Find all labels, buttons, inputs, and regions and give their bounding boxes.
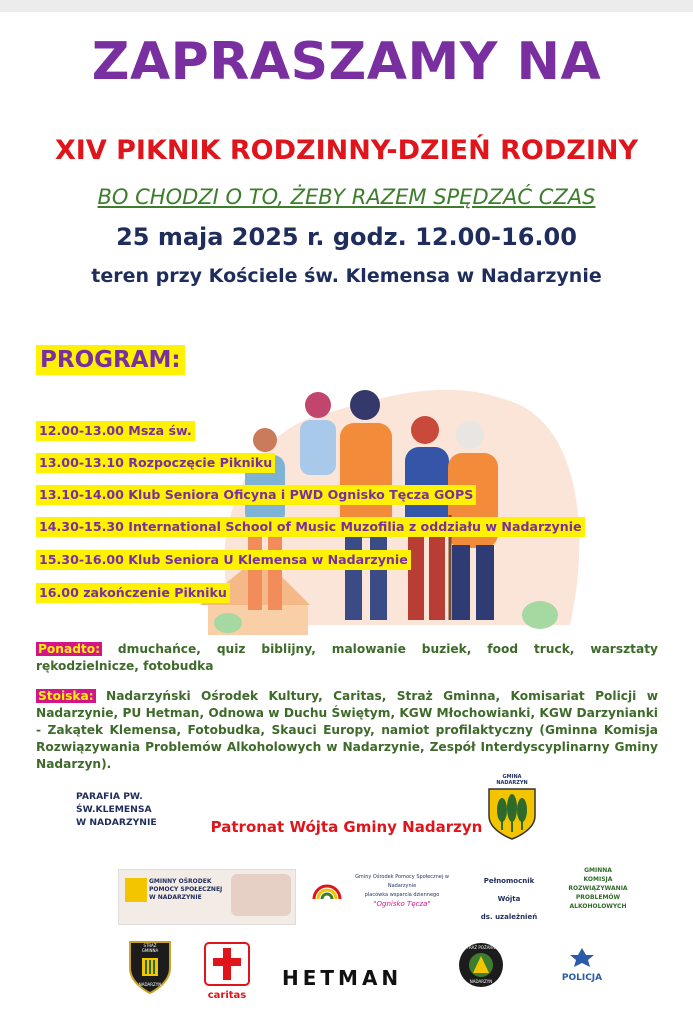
plenipotentiary-line: Wójta <box>497 895 521 903</box>
crest-icon <box>486 786 538 841</box>
plenipotentiary-line: Pełnomocnik <box>483 877 535 885</box>
commission-line: ROZWIĄZYWANIA <box>568 885 628 892</box>
gops-logo-line: GMINNY OŚRODEK <box>149 878 212 885</box>
gops-logo <box>118 869 296 925</box>
straz-pozarna-line: NADARZYN <box>469 979 493 984</box>
straz-pozarna-logo <box>456 938 506 996</box>
event-place: teren przy Kościele św. Klemensa w Nadarzynie <box>91 265 602 287</box>
caritas-label: caritas <box>207 990 247 1001</box>
top-strip <box>0 0 693 12</box>
commission-line: ALKOHOLOWYCH <box>569 903 627 910</box>
hetman-logo: HETMAN <box>282 966 403 990</box>
ognisko-line: Gminy Ośrodek Pomocy Społecznej w Nadarzynie <box>355 874 449 889</box>
gops-logo-line: W NADARZYNIE <box>149 894 202 901</box>
ognisko-tecza-logo <box>310 869 460 923</box>
event-title: XIV PIKNIK RODZINNY-DZIEŃ RODZINY <box>54 135 639 166</box>
parish-line: ŚW.KLEMENSA <box>76 804 152 815</box>
hands-photo <box>231 874 291 916</box>
parish-line: W NADARZYNIE <box>76 817 157 828</box>
straz-gminna-line: GMINNA <box>141 948 159 953</box>
stands-paragraph <box>36 688 658 773</box>
plenipotentiary-text <box>474 872 544 926</box>
commission-line: KOMISJA <box>583 876 613 883</box>
policja-logo <box>556 946 608 986</box>
ognisko-name: "Ognisko Tęcza" <box>373 900 431 908</box>
parish-line: PARAFIA PW. <box>76 791 143 802</box>
stands-text: Nadarzyński Ośrodek Kultury, Caritas, Straż Gminna, Komisariat Policji w Nadarzynie, PU Hetman, Odnowa w Duchu Świętym, KGW Młochowianki, KGW Darzynianki - Zakątek Klemensa, Fotobudka, Skauci Europy, namiot profilaktyczny (Gminna Komisja Rozwiązywania Problemów Alkoholowych w Nadarzynie, Zespół Interdyscyplinarny Gminy Nadarzyn). <box>36 689 658 771</box>
straz-gminna-line: NADARZYN <box>138 982 162 987</box>
headline: ZAPRASZAMY NA <box>91 32 602 92</box>
extras-label: Ponadto: <box>38 642 101 656</box>
program-item: 13.00-13.10 Rozpoczęcie Pikniku <box>36 453 275 473</box>
patronage-text: Patronat Wójta Gminy Nadarzyn <box>210 818 483 836</box>
gops-crest-icon <box>125 878 147 902</box>
program-item: 12.00-13.00 Msza św. <box>36 421 195 441</box>
ognisko-line: placówka wsparcia dziennego <box>364 892 440 898</box>
policja-label: POLICJA <box>561 973 603 983</box>
straz-gminna-line: STRAŻ <box>143 943 157 948</box>
plenipotentiary-line: ds. uzależnień <box>480 913 538 921</box>
caritas-cross-icon <box>204 942 250 986</box>
police-star-icon <box>556 946 608 968</box>
program-item: 16.00 zakończenie Pikniku <box>36 583 230 603</box>
event-slogan: BO CHODZI O TO, ŻEBY RAZEM SPĘDZAĆ CZAS <box>97 185 596 209</box>
extras-paragraph <box>36 641 658 675</box>
caritas-logo <box>204 942 250 1001</box>
program-item: 14.30-15.30 International School of Music Muzofilia z oddziału w Nadarzynie <box>36 517 585 537</box>
straz-pozarna-line: STRAŻ POŻARNA <box>464 945 498 950</box>
commission-line: GMINNA <box>584 867 612 874</box>
program-item: 13.10-14.00 Klub Seniora Oficyna i PWD Ognisko Tęcza GOPS <box>36 485 476 505</box>
program-heading: PROGRAM: <box>36 345 185 375</box>
stands-label: Stoiska: <box>38 689 94 703</box>
straz-gminna-logo <box>126 938 174 996</box>
gmina-crest-logo <box>486 774 538 836</box>
event-date: 25 maja 2025 r. godz. 12.00-16.00 <box>116 223 577 251</box>
commission-line: PROBLEMÓW <box>575 894 621 901</box>
commission-text <box>558 866 638 911</box>
crest-caption: GMINA NADARZYN <box>496 774 528 786</box>
extras-text: dmuchańce, quiz biblijny, malowanie buziek, food truck, warsztaty rękodzielnicze, fotobudka <box>36 642 658 673</box>
family-illustration <box>200 375 580 635</box>
rainbow-icon <box>312 877 342 907</box>
program-item: 15.30-16.00 Klub Seniora U Klemensa w Nadarzynie <box>36 550 411 570</box>
gops-logo-line: POMOCY SPOŁECZNEJ <box>149 886 223 893</box>
